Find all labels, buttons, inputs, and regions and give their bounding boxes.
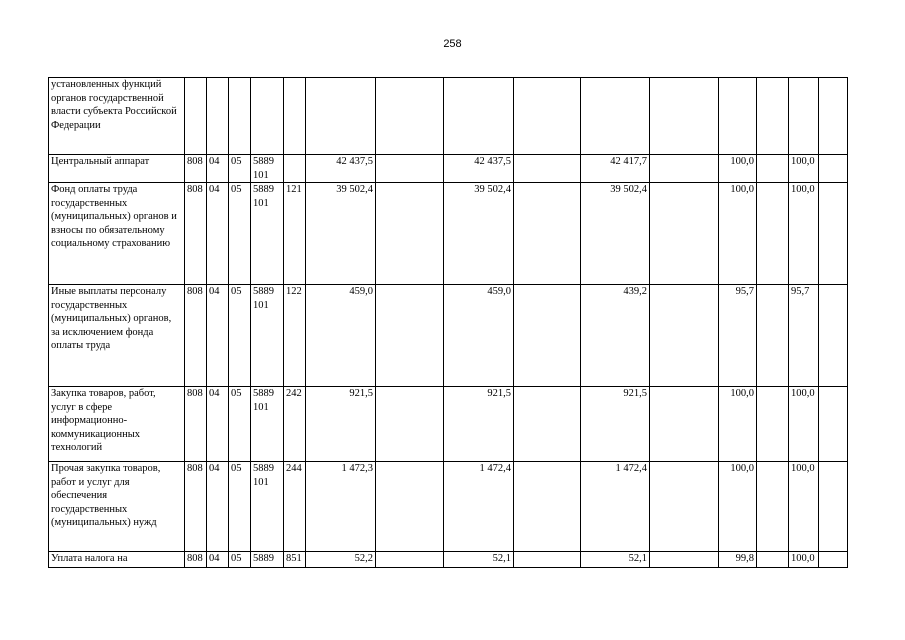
empty-cell <box>376 552 444 568</box>
subsection-code: 05 <box>229 285 251 387</box>
empty-cell <box>650 183 719 285</box>
target-article-code: 5889 101 <box>251 183 284 285</box>
empty-cell <box>819 387 848 462</box>
refined-percent: 100,0 <box>789 155 819 183</box>
empty-cell <box>757 552 789 568</box>
ved-code <box>185 78 207 155</box>
target-article-code: 5889 101 <box>251 387 284 462</box>
table-row <box>49 387 848 462</box>
empty-cell <box>514 552 581 568</box>
executed-amount: 39 502,4 <box>581 183 650 285</box>
empty-cell <box>514 462 581 552</box>
empty-cell <box>757 387 789 462</box>
section-code: 04 <box>207 387 229 462</box>
section-code: 04 <box>207 462 229 552</box>
executed-amount: 439,2 <box>581 285 650 387</box>
executed-amount <box>581 78 650 155</box>
table-row <box>49 78 848 155</box>
empty-cell <box>819 155 848 183</box>
ved-code: 808 <box>185 552 207 568</box>
expense-type-code <box>284 78 306 155</box>
row-name: Прочая закупка товаров, работ и услуг для обеспечения государственных (муниципальных) нужд <box>49 462 185 552</box>
empty-cell <box>757 285 789 387</box>
empty-cell <box>650 155 719 183</box>
row-name: Уплата налога на <box>49 552 185 568</box>
empty-cell <box>514 78 581 155</box>
approved-amount <box>306 78 376 155</box>
ved-code: 808 <box>185 462 207 552</box>
refined-amount: 39 502,4 <box>444 183 514 285</box>
execution-percent: 100,0 <box>719 462 757 552</box>
empty-cell <box>819 78 848 155</box>
empty-cell <box>650 285 719 387</box>
execution-percent: 95,7 <box>719 285 757 387</box>
empty-cell <box>376 387 444 462</box>
empty-cell <box>650 462 719 552</box>
expense-type-code: 851 <box>284 552 306 568</box>
ved-code: 808 <box>185 285 207 387</box>
empty-cell <box>757 183 789 285</box>
row-name: Закупка товаров, работ, услуг в сфере информационно-коммуникационных технологий <box>49 387 185 462</box>
refined-amount: 921,5 <box>444 387 514 462</box>
section-code: 04 <box>207 285 229 387</box>
ved-code: 808 <box>185 387 207 462</box>
approved-amount: 39 502,4 <box>306 183 376 285</box>
row-name: Иные выплаты персоналу государственных (муниципальных) органов, за исключением фонда оплаты труда <box>49 285 185 387</box>
ved-code: 808 <box>185 155 207 183</box>
expense-type-code <box>284 155 306 183</box>
subsection-code <box>229 78 251 155</box>
refined-percent: 95,7 <box>789 285 819 387</box>
subsection-code: 05 <box>229 462 251 552</box>
empty-cell <box>650 387 719 462</box>
budget-table <box>48 77 848 568</box>
execution-percent <box>719 78 757 155</box>
empty-cell <box>650 78 719 155</box>
page-number: 258 <box>443 38 462 50</box>
row-name: Центральный аппарат <box>49 155 185 183</box>
refined-percent: 100,0 <box>789 552 819 568</box>
empty-cell <box>376 155 444 183</box>
executed-amount: 921,5 <box>581 387 650 462</box>
approved-amount: 52,2 <box>306 552 376 568</box>
target-article-code: 5889 101 <box>251 155 284 183</box>
table-row <box>49 183 848 285</box>
refined-percent <box>789 78 819 155</box>
refined-amount: 1 472,4 <box>444 462 514 552</box>
section-code: 04 <box>207 552 229 568</box>
execution-percent: 100,0 <box>719 155 757 183</box>
empty-cell <box>376 285 444 387</box>
execution-percent: 100,0 <box>719 183 757 285</box>
ved-code: 808 <box>185 183 207 285</box>
empty-cell <box>514 155 581 183</box>
empty-cell <box>757 78 789 155</box>
approved-amount: 459,0 <box>306 285 376 387</box>
empty-cell <box>819 183 848 285</box>
subsection-code: 05 <box>229 183 251 285</box>
empty-cell <box>757 462 789 552</box>
refined-amount <box>444 78 514 155</box>
expense-type-code: 244 <box>284 462 306 552</box>
target-article-code: 5889 101 <box>251 462 284 552</box>
execution-percent: 99,8 <box>719 552 757 568</box>
table-row <box>49 285 848 387</box>
section-code: 04 <box>207 155 229 183</box>
section-code: 04 <box>207 183 229 285</box>
table-row <box>49 552 848 568</box>
subsection-code: 05 <box>229 155 251 183</box>
expense-type-code: 122 <box>284 285 306 387</box>
expense-type-code: 121 <box>284 183 306 285</box>
empty-cell <box>514 183 581 285</box>
expense-type-code: 242 <box>284 387 306 462</box>
empty-cell <box>819 462 848 552</box>
target-article-code: 5889 101 <box>251 285 284 387</box>
refined-amount: 42 437,5 <box>444 155 514 183</box>
empty-cell <box>514 387 581 462</box>
empty-cell <box>819 285 848 387</box>
executed-amount: 1 472,4 <box>581 462 650 552</box>
refined-amount: 52,1 <box>444 552 514 568</box>
approved-amount: 1 472,3 <box>306 462 376 552</box>
refined-percent: 100,0 <box>789 387 819 462</box>
table-row <box>49 155 848 183</box>
empty-cell <box>376 462 444 552</box>
target-article-code: 5889 <box>251 552 284 568</box>
empty-cell <box>819 552 848 568</box>
empty-cell <box>376 183 444 285</box>
execution-percent: 100,0 <box>719 387 757 462</box>
target-article-code <box>251 78 284 155</box>
table-row <box>49 462 848 552</box>
empty-cell <box>514 285 581 387</box>
refined-percent: 100,0 <box>789 183 819 285</box>
refined-percent: 100,0 <box>789 462 819 552</box>
subsection-code: 05 <box>229 552 251 568</box>
refined-amount: 459,0 <box>444 285 514 387</box>
approved-amount: 42 437,5 <box>306 155 376 183</box>
approved-amount: 921,5 <box>306 387 376 462</box>
executed-amount: 52,1 <box>581 552 650 568</box>
empty-cell <box>376 78 444 155</box>
subsection-code: 05 <box>229 387 251 462</box>
row-name: установленных функций органов государственной власти субъекта Российской Федерации <box>49 78 185 155</box>
empty-cell <box>757 155 789 183</box>
executed-amount: 42 417,7 <box>581 155 650 183</box>
empty-cell <box>650 552 719 568</box>
row-name: Фонд оплаты труда государственных (муниципальных) органов и взносы по обязательному социальному страхованию <box>49 183 185 285</box>
section-code <box>207 78 229 155</box>
